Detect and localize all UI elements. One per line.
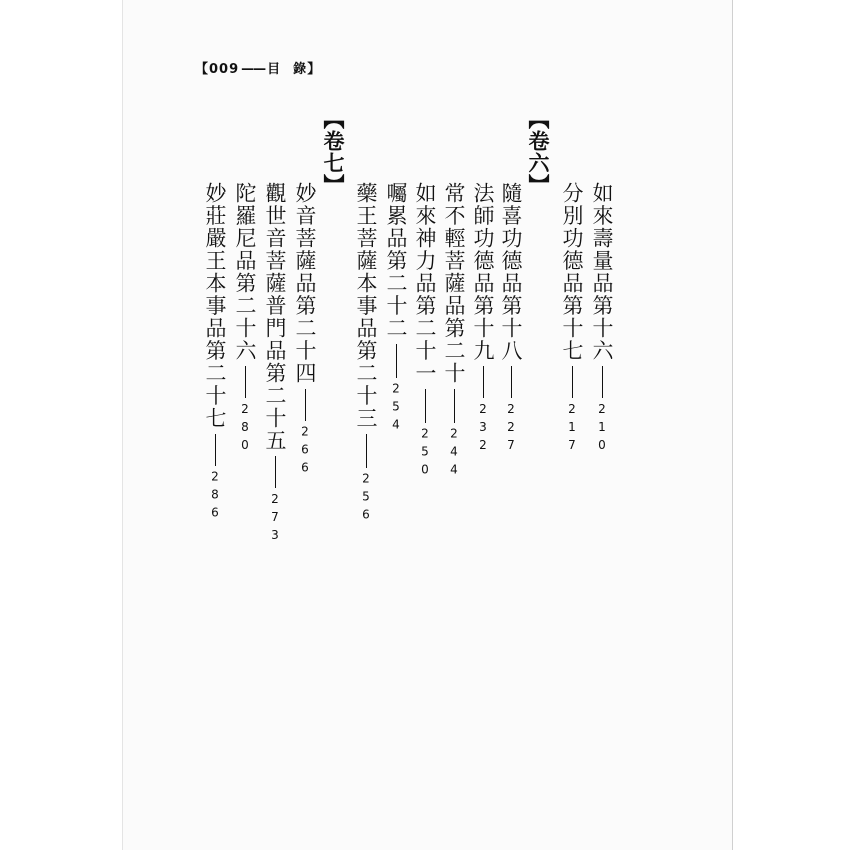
toc-entry-page: 273 [268,492,282,546]
header-page-number: 009 [209,62,240,77]
toc-entry[interactable] [204,182,226,524]
toc-entry[interactable] [500,182,522,456]
header-right-bracket: 】 [307,62,322,77]
header-left-bracket: 【 [195,62,210,77]
leader-dash [602,366,603,398]
volume-label-6: 【卷六】 [526,108,550,196]
leader-dash [483,366,484,398]
toc-entry-page: 217 [565,402,579,456]
toc-entry-title: 如來壽量品第十六 [590,182,614,362]
header-section-title-1: 目 [267,62,282,77]
toc-entry-page: 232 [476,402,490,456]
volume-label-7: 【卷七】 [321,108,345,196]
toc-entry-page: 244 [447,426,461,481]
leader-dash [454,389,455,423]
leader-dash [366,434,367,468]
toc-entry[interactable] [234,182,256,456]
toc-entry-page: 250 [418,426,432,481]
toc-entry[interactable] [472,182,494,456]
toc-entry-title: 分別功德品第十七 [560,182,584,362]
toc-entry[interactable] [591,182,613,456]
toc-entry-page: 227 [504,402,518,456]
toc-entry[interactable] [294,182,316,479]
toc-entry-title: 法師功德品第十九 [471,182,495,362]
leader-dash [425,389,426,423]
toc-entry-title: 如來神力品第二十一 [413,182,437,385]
leader-dash [245,366,246,398]
header-section-title-2: 錄 [293,62,308,77]
toc-entry-page: 256 [359,471,373,526]
toc-entry-page: 286 [208,469,222,524]
leader-dash [396,344,397,378]
toc-entry-title: 藥王菩薩本事品第二十三 [354,182,378,430]
toc-entry[interactable] [264,182,286,546]
toc-entry[interactable] [443,182,465,481]
toc-entry-title: 妙音菩薩品第二十四 [293,182,317,385]
leader-dash [215,434,216,466]
toc-entry-title: 隨喜功德品第十八 [499,182,523,362]
toc-entry[interactable] [355,182,377,526]
leader-dash [511,366,512,398]
toc-entry-page: 266 [298,424,312,479]
toc-entry-page: 210 [595,402,609,456]
toc-entry-page: 280 [238,402,252,456]
toc-entry[interactable] [414,182,436,481]
toc-entry-title: 妙莊嚴王本事品第二十七 [203,182,227,430]
toc-entry-title: 陀羅尼品第二十六 [233,182,257,362]
leader-dash [572,366,573,398]
toc-entry-title: 常不輕菩薩品第二十 [442,182,466,385]
header-separator: —— [241,62,266,77]
toc-entry-title: 囑累品第二十二 [384,182,408,340]
running-header [195,58,321,77]
toc-entry[interactable] [561,182,583,456]
leader-dash [275,456,276,488]
toc-entry[interactable] [385,182,407,436]
leader-dash [305,389,306,421]
toc-entry-page: 254 [389,381,403,436]
toc-entry-title: 觀世音菩薩普門品第二十五 [263,182,287,452]
